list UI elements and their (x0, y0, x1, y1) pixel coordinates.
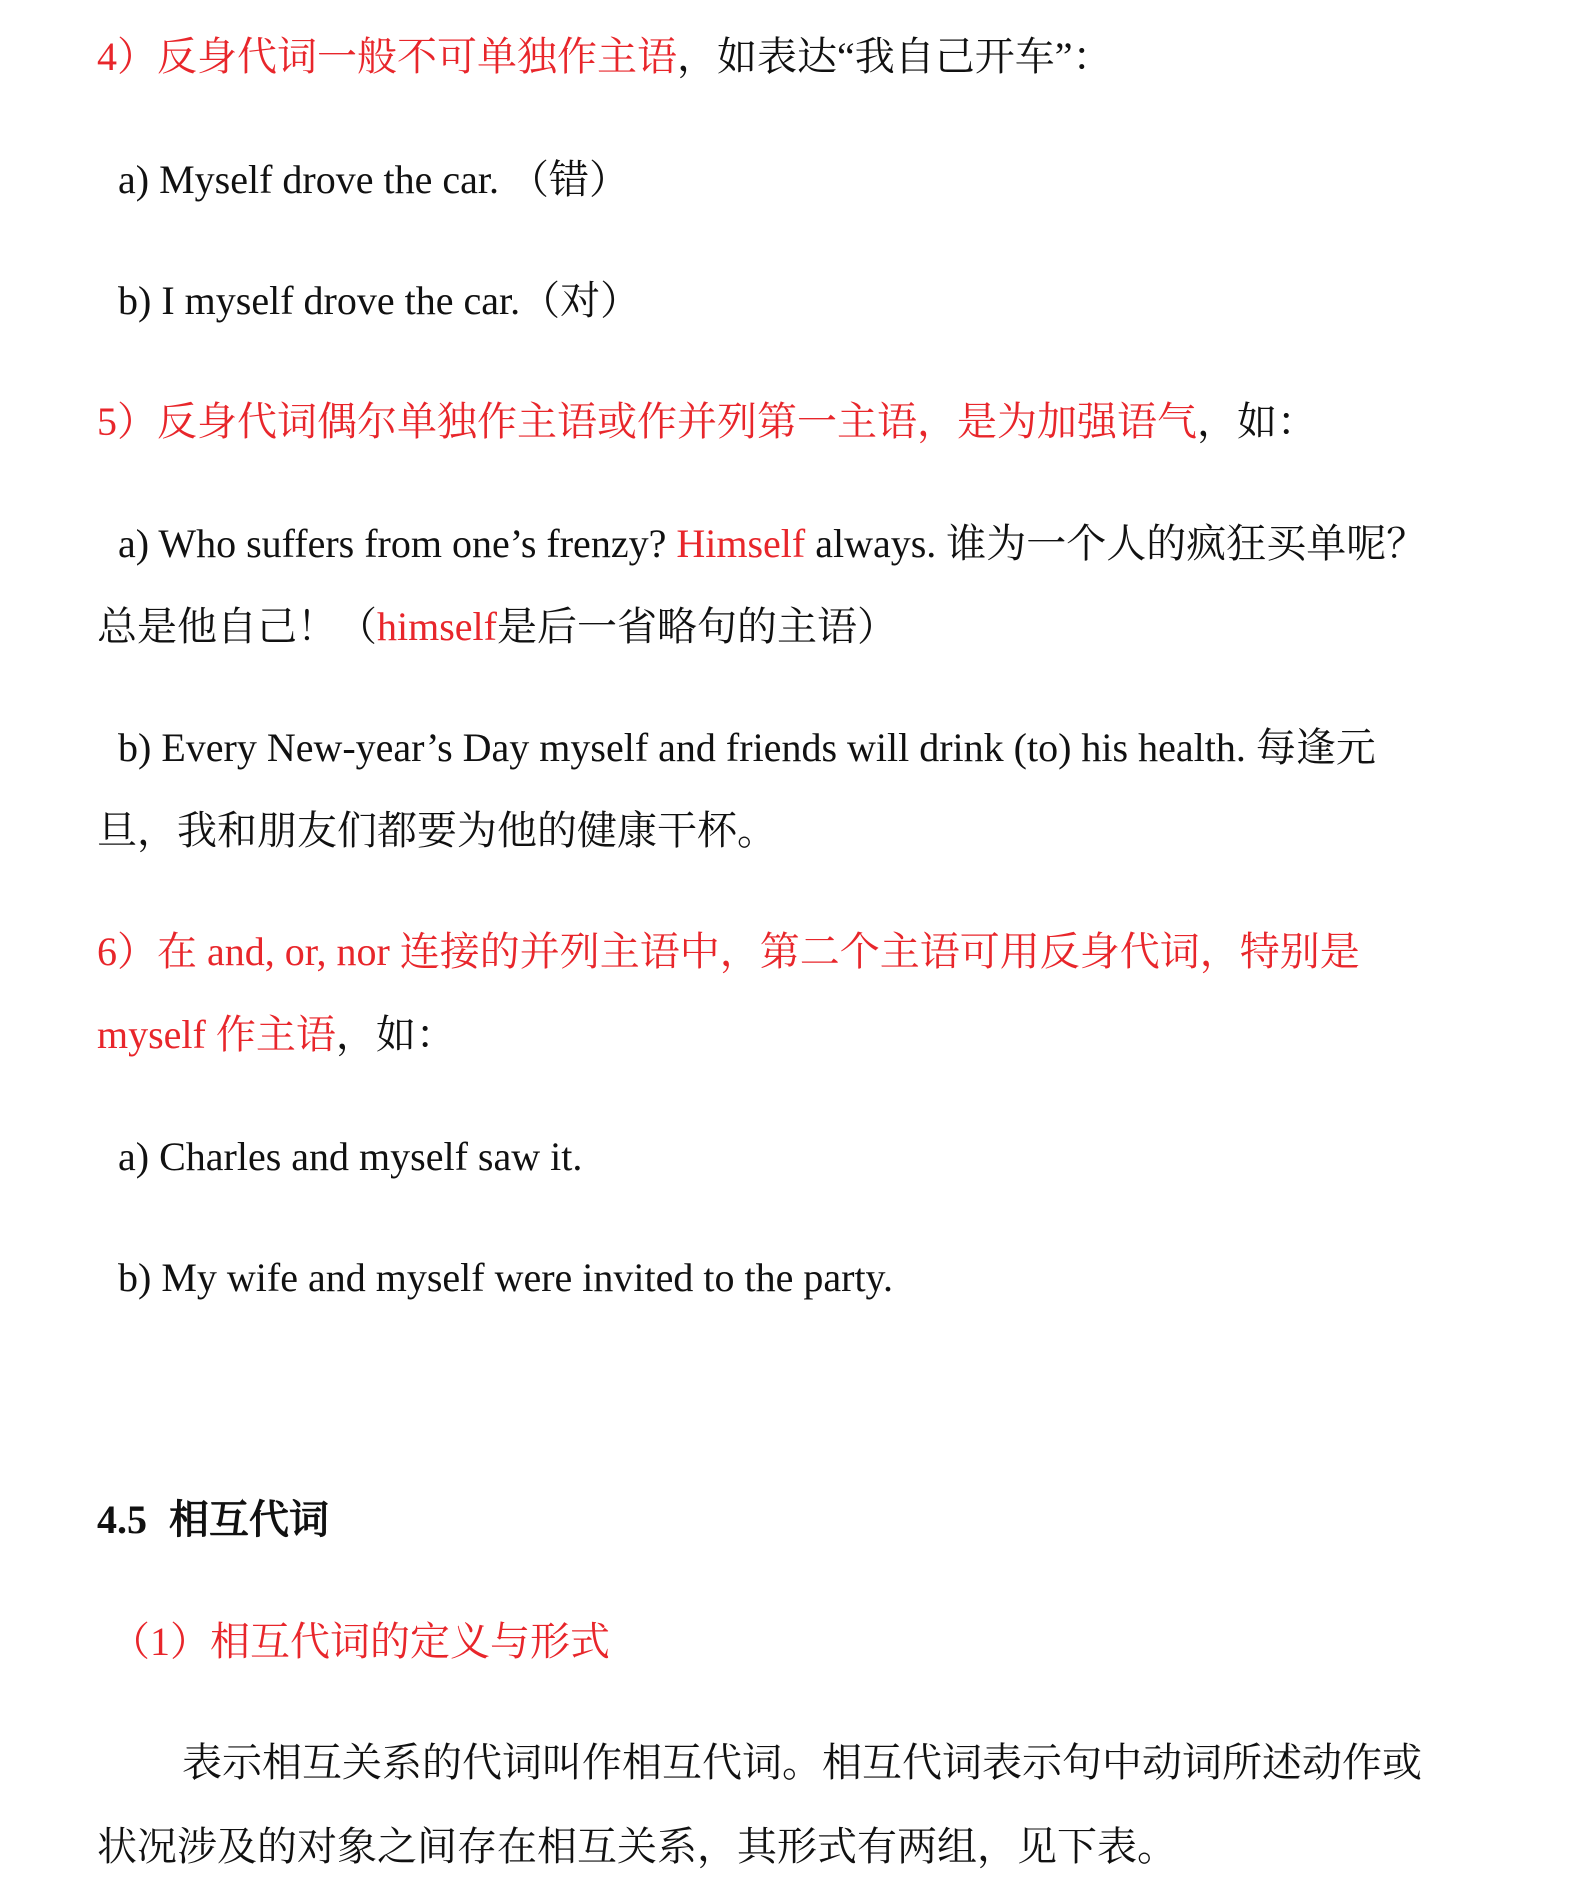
item6-example-b: b) My wife and myself were invited to the party. (118, 1255, 893, 1300)
item5-ex-a-part3: 总是他自己！（ (97, 604, 377, 649)
item4-heading-black: ，如表达“我自己开车”： (677, 34, 1113, 79)
item6-example-a: a) Charles and myself saw it. (118, 1134, 583, 1179)
item6-heading-black: ，如： (335, 1012, 456, 1057)
item5-example-a-line2 (97, 602, 1587, 652)
item5-example-b-line1: b) Every New-year’s Day myself and friends will drink (to) his health. 每逢元 (118, 725, 1376, 770)
item5-example-b-line2: 旦，我和朋友们都要为他的健康干杯。 (97, 808, 777, 853)
item5-ex-a-himself: Himself (676, 521, 806, 566)
item6-heading-line2 (97, 1010, 1587, 1060)
item5-heading-red: 5）反身代词偶尔单独作主语或作并列第一主语，是为加强语气 (97, 399, 1197, 444)
item5-ex-a-part4: 是后一省略句的主语） (496, 604, 897, 649)
item4-heading-red: 4）反身代词一般不可单独作主语 (97, 34, 677, 79)
section-title: 相互代词 (169, 1497, 329, 1542)
item5-ex-a-himself-lower: himself (377, 604, 497, 649)
item5-heading (97, 397, 1587, 447)
item5-ex-a-part1: a) Who suffers from one’s frenzy? (118, 521, 677, 566)
item5-example-a-line1 (118, 519, 1587, 569)
subsection-title: （1）相互代词的定义与形式 (110, 1619, 610, 1664)
item4-heading (97, 32, 1587, 82)
item6-heading-line1: 6）在 and, or, nor 连接的并列主语中，第二个主语可用反身代词，特别是 (97, 929, 1360, 974)
item5-ex-a-part2: always. 谁为一个人的疯狂买单呢？ (805, 521, 1427, 566)
section-heading (97, 1495, 1587, 1545)
item6-heading-red: myself 作主语 (97, 1012, 336, 1057)
section-number: 4.5 (97, 1497, 147, 1542)
item4-example-b: b) I myself drove the car.（对） (118, 278, 641, 323)
paragraph-line2: 状况涉及的对象之间存在相互关系，其形式有两组，见下表。 (97, 1824, 1177, 1869)
item4-example-a: a) Myself drove the car. （错） (118, 157, 629, 202)
paragraph-line1: 表示相互关系的代词叫作相互代词。相互代词表示句中动词所述动作或 (182, 1740, 1422, 1785)
item5-heading-black: ，如： (1197, 399, 1317, 444)
